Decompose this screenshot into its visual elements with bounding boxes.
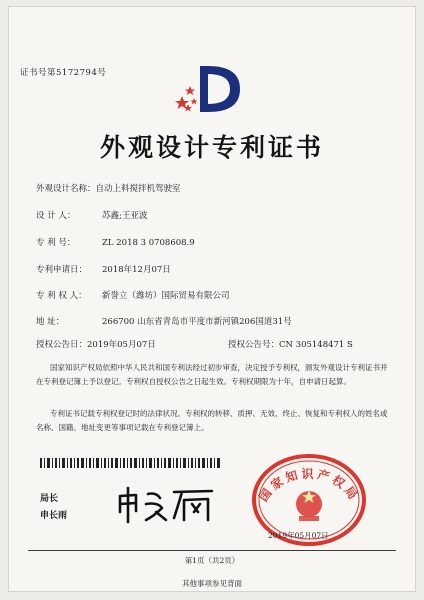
field-label: 专 利 号： bbox=[36, 238, 76, 248]
field-label: 专 利 权 人： bbox=[36, 291, 87, 301]
field-value: 苏鑫;王亚波 bbox=[102, 211, 148, 221]
field-value: 新誉立（潍坊）国际贸易有限公司 bbox=[102, 291, 230, 301]
grant-number bbox=[228, 338, 353, 350]
field-label: 专利申请日： bbox=[36, 265, 88, 275]
field-value: 2018年12月07日 bbox=[102, 265, 171, 275]
grant-paragraph: 国家知识产权局依照中华人民共和国专利法经过初步审查，决定授予专利权，颁发外观设计专利证书并在专利登记簿上予以登记。专利权自授权公告之日起生效。专利权期限为十年，自申请日起算。 bbox=[36, 363, 388, 386]
certificate-number: 证书号第5172794号 bbox=[20, 68, 107, 78]
signatory-name: 申长雨 bbox=[40, 511, 68, 521]
cnipa-logo-icon bbox=[172, 58, 242, 118]
field-value: 自动上料搅拌机驾驶室 bbox=[95, 184, 181, 194]
field-address bbox=[36, 315, 292, 327]
handwritten-signature bbox=[112, 482, 222, 526]
field-patent-number bbox=[36, 236, 195, 248]
field-value: CN 305148471 S bbox=[279, 340, 353, 350]
field-designer bbox=[36, 209, 147, 221]
page-number: 第1页（共2页） bbox=[184, 556, 240, 565]
footer-note: 其他事项参见背面 bbox=[182, 579, 242, 588]
field-label: 地 址： bbox=[36, 317, 65, 327]
certificate-title: 外观设计专利证书 bbox=[99, 133, 324, 162]
field-design-name bbox=[36, 182, 181, 194]
field-label: 外观设计名称： bbox=[36, 184, 96, 194]
field-value: 266700 山东省青岛市平度市新河镇206国道31号 bbox=[102, 317, 292, 327]
field-patentee bbox=[36, 289, 230, 301]
seal-date: 2019年05月07日 bbox=[268, 531, 329, 540]
field-label: 设 计 人： bbox=[36, 211, 76, 221]
field-value: ZL 2018 3 0708608.9 bbox=[102, 238, 195, 248]
signatory-title: 局长 bbox=[40, 494, 59, 504]
field-value: 2019年05月07日 bbox=[87, 340, 156, 350]
seal-text-path: 国家知识产权局 bbox=[256, 466, 362, 505]
divider bbox=[28, 550, 396, 551]
record-paragraph: 专利证书记载专利权登记时的法律状况。专利权的转移、质押、无效、终止、恢复和专利权人的姓名或名称、国籍、地址变更等事项记载在专利登记簿上。 bbox=[36, 409, 388, 432]
field-application-date bbox=[36, 263, 171, 275]
field-label: 授权公告号： bbox=[228, 340, 280, 350]
barcode bbox=[40, 458, 220, 468]
field-label: 授权公告日： bbox=[36, 340, 88, 350]
grant-date bbox=[36, 338, 156, 350]
